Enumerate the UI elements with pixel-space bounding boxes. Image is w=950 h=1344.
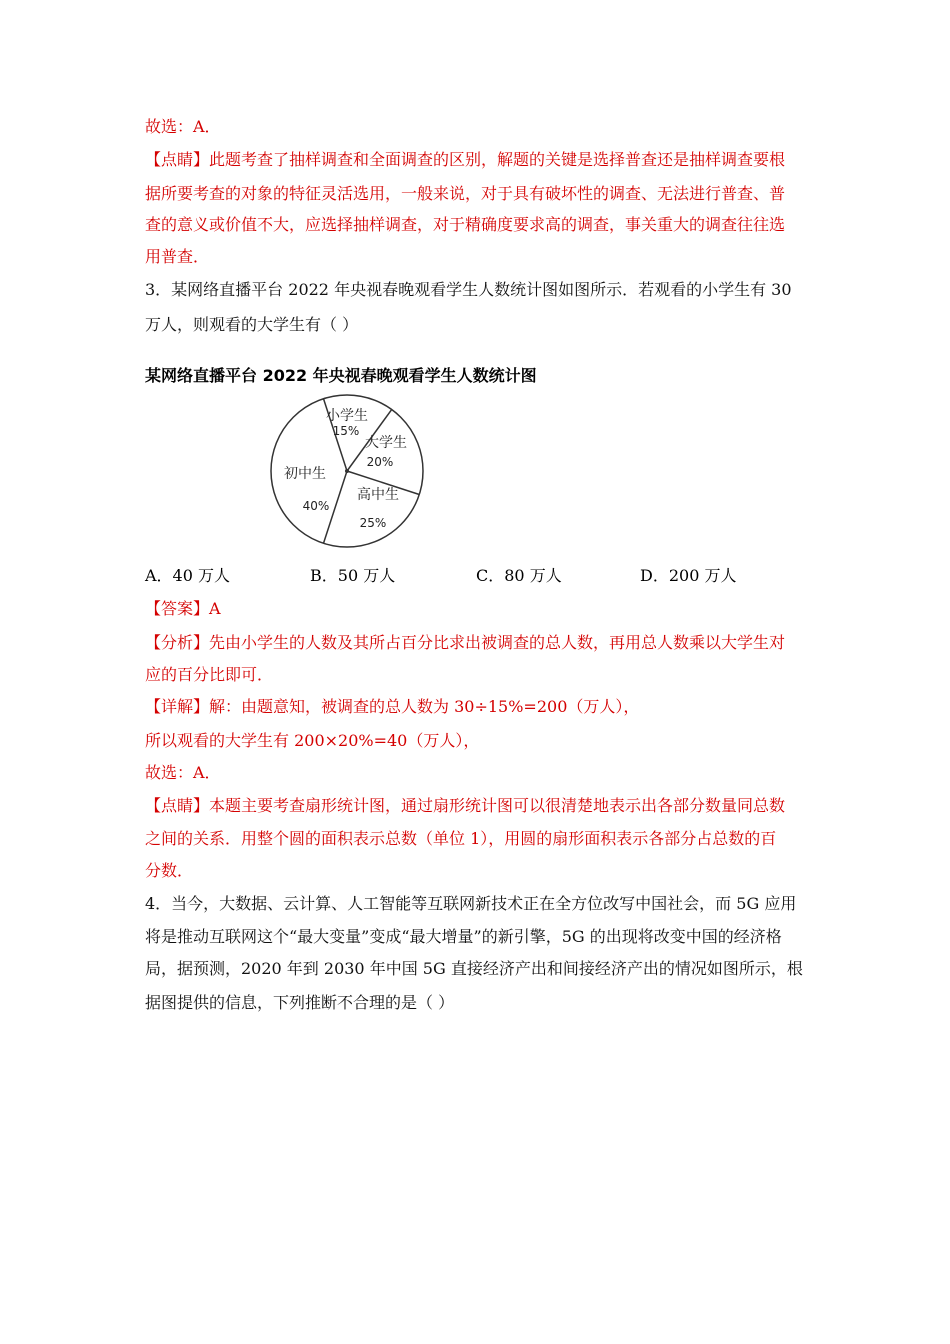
q2-comment-line-2: 据所要考查的对象的特征灵活选用，一般来说，对于具有破坏性的调查、无法进行普查、普 [145,184,786,203]
chart-title: 某网络直播平台 2022 年央视春晚观看学生人数统计图 [145,366,537,385]
comment-tag: 【点睛】 [145,796,210,815]
q3-answer: 【答案】A [145,599,221,618]
option-a: A．40 万人 [145,566,231,585]
q4-stem-line-3: 局，据预测，2020 年到 2030 年中国 5G 直接经济产出和间接经济产出的情况如图所示，根 [145,959,803,978]
slice-pct-senior: 25% [359,516,387,530]
pie-chart [260,390,440,560]
q3-comment-line-1: 【点睛】本题主要考查扇形统计图，通过扇形统计图可以很清楚地表示出各部分数量同总数 [145,796,786,815]
q3-comment-line-2: 之间的关系．用整个圆的面积表示总数（单位 1），用圆的扇形面积表示各部分占总数的百 [145,829,777,848]
pie-center-dot [345,469,349,473]
slice-label-primary: 小学生 [326,408,368,424]
option-c: C．80 万人 [476,566,562,585]
q3-analysis-line-1: 【分析】先由小学生的人数及其所占百分比求出被调查的总人数，再用总人数乘以大学生对 [145,633,786,652]
analysis-tag: 【分析】 [145,633,210,652]
slice-pct-university: 20% [366,455,394,469]
q2-conclusion: 故选：A． [145,117,221,136]
q3-stem-line-2: 万人，则观看的大学生有（ ） [145,315,359,334]
q3-comment-line-3: 分数． [145,861,194,880]
comment-tag: 【点睛】 [145,150,210,169]
option-d: D．200 万人 [640,566,737,585]
q2-comment-line-3: 查的意义或价值不大，应选择抽样调查，对于精确度要求高的调查，事关重大的调查往往选 [145,215,786,234]
q3-analysis-line-2: 应的百分比即可． [145,665,274,684]
option-b: B．50 万人 [310,566,396,585]
q3-detail-line-1: 【详解】解：由题意知，被调查的总人数为 30÷15%=200（万人）， [145,697,640,716]
q4-stem-line-1: 4．当今，大数据、云计算、人工智能等互联网新技术正在全方位改写中国社会，而 5G 应用 [145,894,797,913]
slice-label-senior: 高中生 [357,487,399,503]
q3-detail-line-2: 所以观看的大学生有 200×20%=40（万人）， [145,731,480,750]
detail-tag: 【详解】 [145,697,210,716]
q3-stem-line-1: 3．某网络直播平台 2022 年央视春晚观看学生人数统计图如图所示．若观看的小学生有 30 [145,280,792,299]
slice-label-university: 大学生 [365,435,407,451]
slice-pct-primary: 15% [332,424,360,438]
q3-detail-line-3: 故选：A． [145,763,221,782]
slice-pct-junior: 40% [302,499,330,513]
q4-stem-line-2: 将是推动互联网这个“最大变量”变成“最大增量”的新引擎，5G 的出现将改变中国的经济格 [145,927,782,946]
slice-label-junior: 初中生 [284,466,326,482]
answer-tag: 【答案】 [145,599,210,618]
q2-comment-line-1: 【点睛】此题考查了抽样调查和全面调查的区别，解题的关键是选择普查还是抽样调查要根 [145,150,786,169]
q2-comment-line-4: 用普查． [145,247,210,266]
q4-stem-line-4: 据图提供的信息，下列推断不合理的是（ ） [145,993,455,1012]
